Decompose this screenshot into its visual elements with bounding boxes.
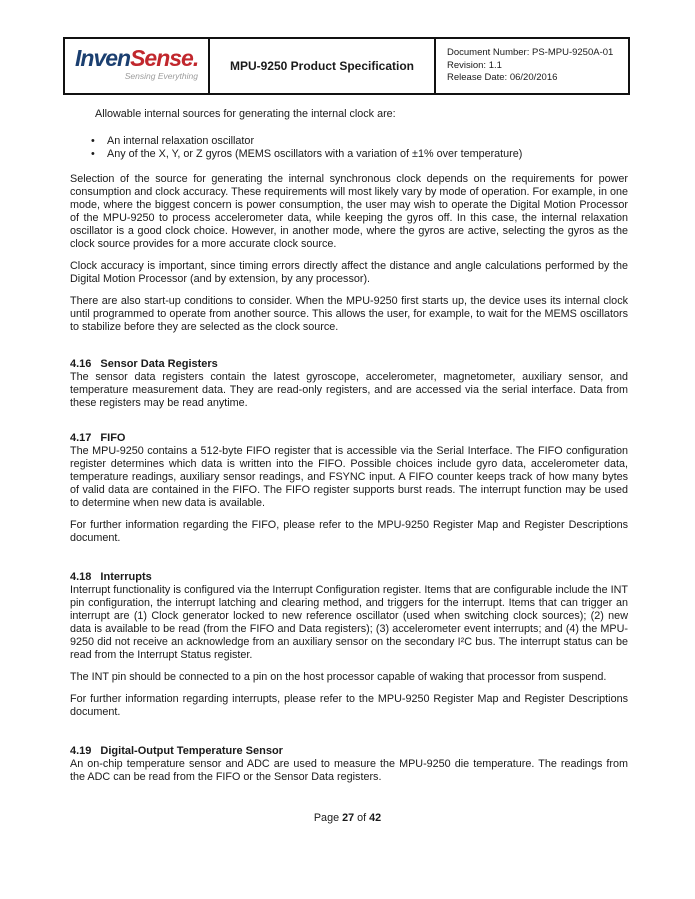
paragraph: The sensor data registers contain the latest gyroscope, accelerometer, magnetometer, auxiliary sensor, and temperature measurement data. They are read-only registers, and are accessed via the serial interface. Data from these registers may be read anytime.: [70, 371, 628, 409]
page-total: 42: [369, 812, 382, 824]
clock-source-bullet-list: [70, 135, 628, 161]
paragraph: The INT pin should be connected to a pin on the host processor capable of waking that processor from suspend.: [70, 671, 607, 683]
list-item: • An internal relaxation oscillator: [70, 135, 628, 148]
paragraph: The MPU-9250 contains a 512-byte FIFO register that is accessible via the Serial Interface. The FIFO configuration register determines which data is written into the FIFO. Possible choices include gyro data, accelerometer data, temperature readings, auxiliary sensor readings, and FSYNC input. A FIFO counter keeps track of how many bytes of valid data are contained in the FIFO. The FIFO register supports burst reads. The interrupt function may be used to determine when new data is available.: [70, 445, 628, 509]
section-number: 4.17: [70, 432, 92, 444]
page-label: Page: [313, 812, 343, 824]
document-revision: Revision: 1.1: [447, 59, 502, 71]
paragraph-clock-accuracy: Clock accuracy is important, since timing errors directly affect the distance and angle calculations performed by the Digital Motion Processor (and by extension, by any processor).: [70, 260, 628, 285]
document-header: [63, 37, 630, 95]
document-info-block: [436, 39, 628, 93]
section-heading: [70, 745, 628, 758]
section-title: Interrupts: [100, 571, 152, 583]
section-fifo: [70, 432, 628, 545]
section-number: 4.16: [70, 358, 92, 370]
section-sensor-data-registers: [70, 358, 628, 410]
of-label: of: [354, 812, 370, 824]
section-title: FIFO: [100, 432, 126, 444]
paragraph-startup-conditions: There are also start-up conditions to consider. When the MPU-9250 first starts up, the device uses its internal clock until programmed to operate from another source. This allows the user, for example, to wait for the MEMS oscillators to stabilize before they are selected as the clock source.: [70, 295, 628, 333]
section-title: Sensor Data Registers: [100, 358, 218, 370]
section-title: Digital-Output Temperature Sensor: [100, 745, 283, 757]
section-heading: [70, 358, 628, 371]
document-body: [70, 108, 628, 784]
logo-dot: .: [192, 45, 199, 71]
paragraph: For further information regarding the FIFO, please refer to the MPU-9250 Register Map and Register Descriptions document.: [70, 519, 628, 544]
paragraph: An on-chip temperature sensor and ADC are used to measure the MPU-9250 die temperature. The readings from the ADC can be read from the FIFO or the Sensor Data registers.: [70, 758, 628, 783]
section-number: 4.18: [70, 571, 92, 583]
document-number: Document Number: PS-MPU-9250A-01: [447, 47, 614, 58]
logo-part-inven: Inven: [75, 45, 131, 71]
paragraph-clock-selection: Selection of the source for generating the internal synchronous clock depends on the requirements for power consumption and clock accuracy. These requirements will most likely vary by mode of operation. For example, in one mode, where the biggest concern is power consumption, the user may wish to operate the Digital Motion Processor of the MPU-9250 to process accelerometer data, while keeping the gyros off. In this case, the internal relaxation oscillator is a good clock choice. However, in another mode, where the gyros are active, selecting the gyros as the clock source provides for a more accurate clock source.: [70, 173, 628, 250]
invensense-logo-text: [75, 46, 202, 70]
section-heading: [70, 571, 628, 584]
section-heading: [70, 432, 628, 445]
page-number: 27: [342, 812, 355, 824]
list-item: • Any of the X, Y, or Z gyros (MEMS oscillators with a variation of ±1% over temperature): [70, 148, 628, 161]
paragraph: Interrupt functionality is configured via the Interrupt Configuration register. Items that are configurable include the INT pin configuration, the interrupt latching and clearing method, and triggers for the interrupt. Items that can trigger an interrupt are (1) Clock generator locked to new reference oscillator (used when switching clock sources); (2) new data is available to be read (from the FIFO and Data registers); (3) accelerometer event interrupts; and (4) the MPU-9250 did not receive an acknowledge from an auxiliary sensor on the secondary I²C bus. The interrupt status can be read from the Interrupt Status register.: [70, 584, 628, 661]
page-footer: [0, 812, 695, 824]
logo-part-sense: Sense: [130, 45, 193, 71]
document-release-date: Release Date: 06/20/2016: [447, 72, 558, 83]
paragraph: For further information regarding interrupts, please refer to the MPU-9250 Register Map and Register Descriptions document.: [70, 693, 628, 718]
section-number: 4.19: [70, 745, 92, 757]
intro-paragraph: Allowable internal sources for generating the internal clock are:: [95, 108, 396, 120]
section-interrupts: [70, 571, 628, 719]
logo-tagline: Sensing Everything: [124, 71, 198, 81]
document-title: MPU-9250 Product Specification: [210, 39, 436, 93]
invensense-logo: [65, 39, 210, 93]
section-temperature-sensor: [70, 745, 628, 784]
